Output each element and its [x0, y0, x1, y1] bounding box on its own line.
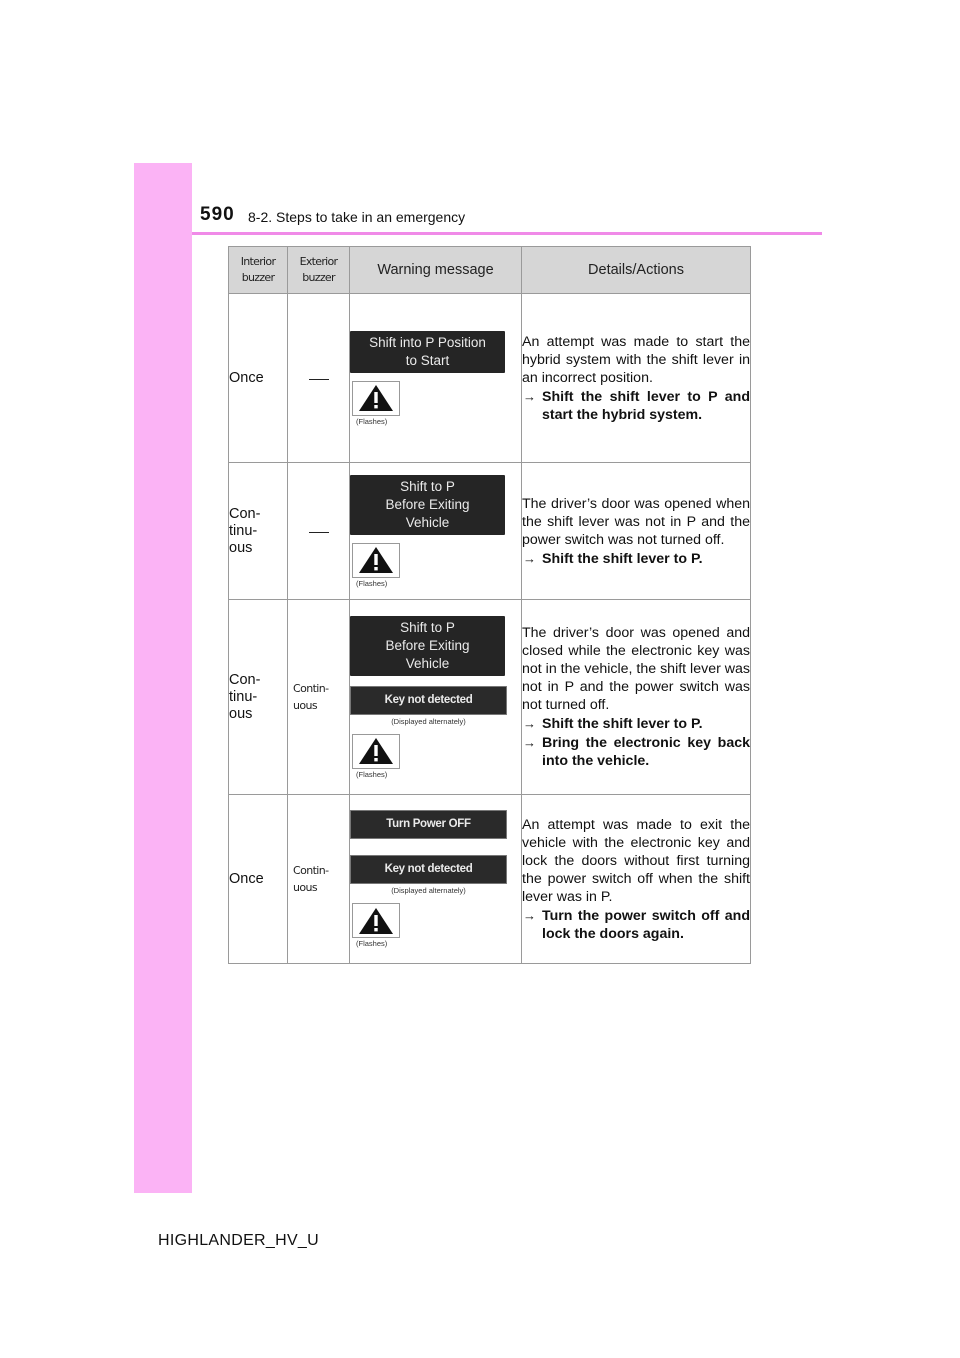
interior-buzzer-cell: Once [229, 795, 288, 964]
header-divider [192, 232, 822, 235]
flash-caption: (Flashes) [356, 416, 388, 426]
alternate-caption: (Displayed alternately) [391, 716, 466, 726]
detail-text: An attempt was made to exit the vehicle with the electronic key and lock the doors without first turning the power switch off when the shift lever was in P. [522, 816, 750, 905]
detail-text: An attempt was made to start the hybrid system with the shift lever in an incorrect position. [522, 333, 750, 386]
detail-text: The driver’s door was opened and closed while the electronic key was not in the vehicle, the shift lever was not in P and the power switch was not turned off. [522, 625, 750, 713]
warning-light-box [352, 734, 400, 769]
warning-message-cell [350, 795, 522, 964]
warning-light-box [352, 381, 400, 416]
side-tab-bar [134, 163, 192, 1193]
page-number: 590 [200, 204, 235, 225]
right-arrow-icon: → [523, 907, 536, 923]
details-cell [522, 600, 751, 795]
column-header-interior-buzzer: Interior buzzer [229, 247, 288, 294]
none-dash [309, 532, 329, 533]
display-message: Turn Power OFF [350, 810, 507, 839]
details-cell [522, 294, 751, 463]
warning-message-cell [350, 600, 522, 795]
display-message: Shift to P Before Exiting Vehicle [350, 616, 505, 676]
table-row [229, 463, 751, 600]
alternate-caption: (Displayed alternately) [391, 886, 466, 895]
interior-buzzer-cell: Con- tinu- ous [229, 600, 288, 795]
exterior-buzzer-cell [288, 294, 350, 463]
flash-caption: (Flashes) [356, 769, 388, 779]
section-title: 8-2. Steps to take in an emergency [248, 209, 466, 225]
warning-light-box [352, 543, 400, 578]
warning-triangle-icon [358, 737, 394, 765]
flash-caption: (Flashes) [356, 939, 388, 948]
display-message: Shift to P Before Exiting Vehicle [350, 475, 505, 535]
action-item: → Shift the shift lever to P. [523, 716, 703, 732]
display-message: Shift into P Position to Start [350, 331, 505, 373]
action-item: → Bring the electronic key back into the vehicle. [523, 735, 750, 769]
column-header-details-actions: Details/Actions [522, 247, 751, 294]
interior-buzzer-cell: Con- tinu- ous [229, 463, 288, 600]
none-dash [309, 379, 329, 380]
interior-buzzer-cell: Once [229, 294, 288, 463]
warning-triangle-icon [358, 384, 394, 412]
right-arrow-icon: → [523, 716, 536, 731]
display-message-alternate: Key not detected [350, 855, 507, 884]
table-row [229, 795, 751, 964]
table-row [229, 600, 751, 795]
action-item: → Shift the shift lever to P. [523, 550, 703, 567]
table-row [229, 294, 751, 463]
footer-model-code: HIGHLANDER_HV_U [158, 1232, 319, 1249]
warning-triangle-icon [358, 546, 394, 574]
warning-message-cell [350, 294, 522, 463]
display-message-alternate: Key not detected [350, 686, 507, 715]
table-header-row [229, 247, 751, 294]
warning-light-box [352, 903, 400, 938]
right-arrow-icon: → [523, 735, 536, 750]
action-item: → Shift the shift lever to P and start the hybrid system. [523, 388, 750, 423]
column-header-warning-message: Warning message [350, 247, 522, 294]
warning-table [228, 246, 751, 964]
details-cell [522, 795, 751, 964]
warning-triangle-icon [358, 907, 394, 935]
column-header-exterior-buzzer: Exterior buzzer [288, 247, 350, 294]
exterior-buzzer-cell: Contin- uous [288, 600, 350, 795]
exterior-buzzer-cell [288, 463, 350, 600]
exterior-buzzer-cell: Contin- uous [288, 795, 350, 964]
action-item: → Turn the power switch off and lock the doors again. [523, 907, 750, 942]
right-arrow-icon: → [523, 388, 536, 404]
right-arrow-icon: → [523, 550, 536, 566]
detail-text: The driver’s door was opened when the shift lever was not in P and the power switch was not turned off. [522, 495, 750, 548]
warning-message-cell [350, 463, 522, 600]
flash-caption: (Flashes) [356, 578, 388, 588]
details-cell [522, 463, 751, 600]
